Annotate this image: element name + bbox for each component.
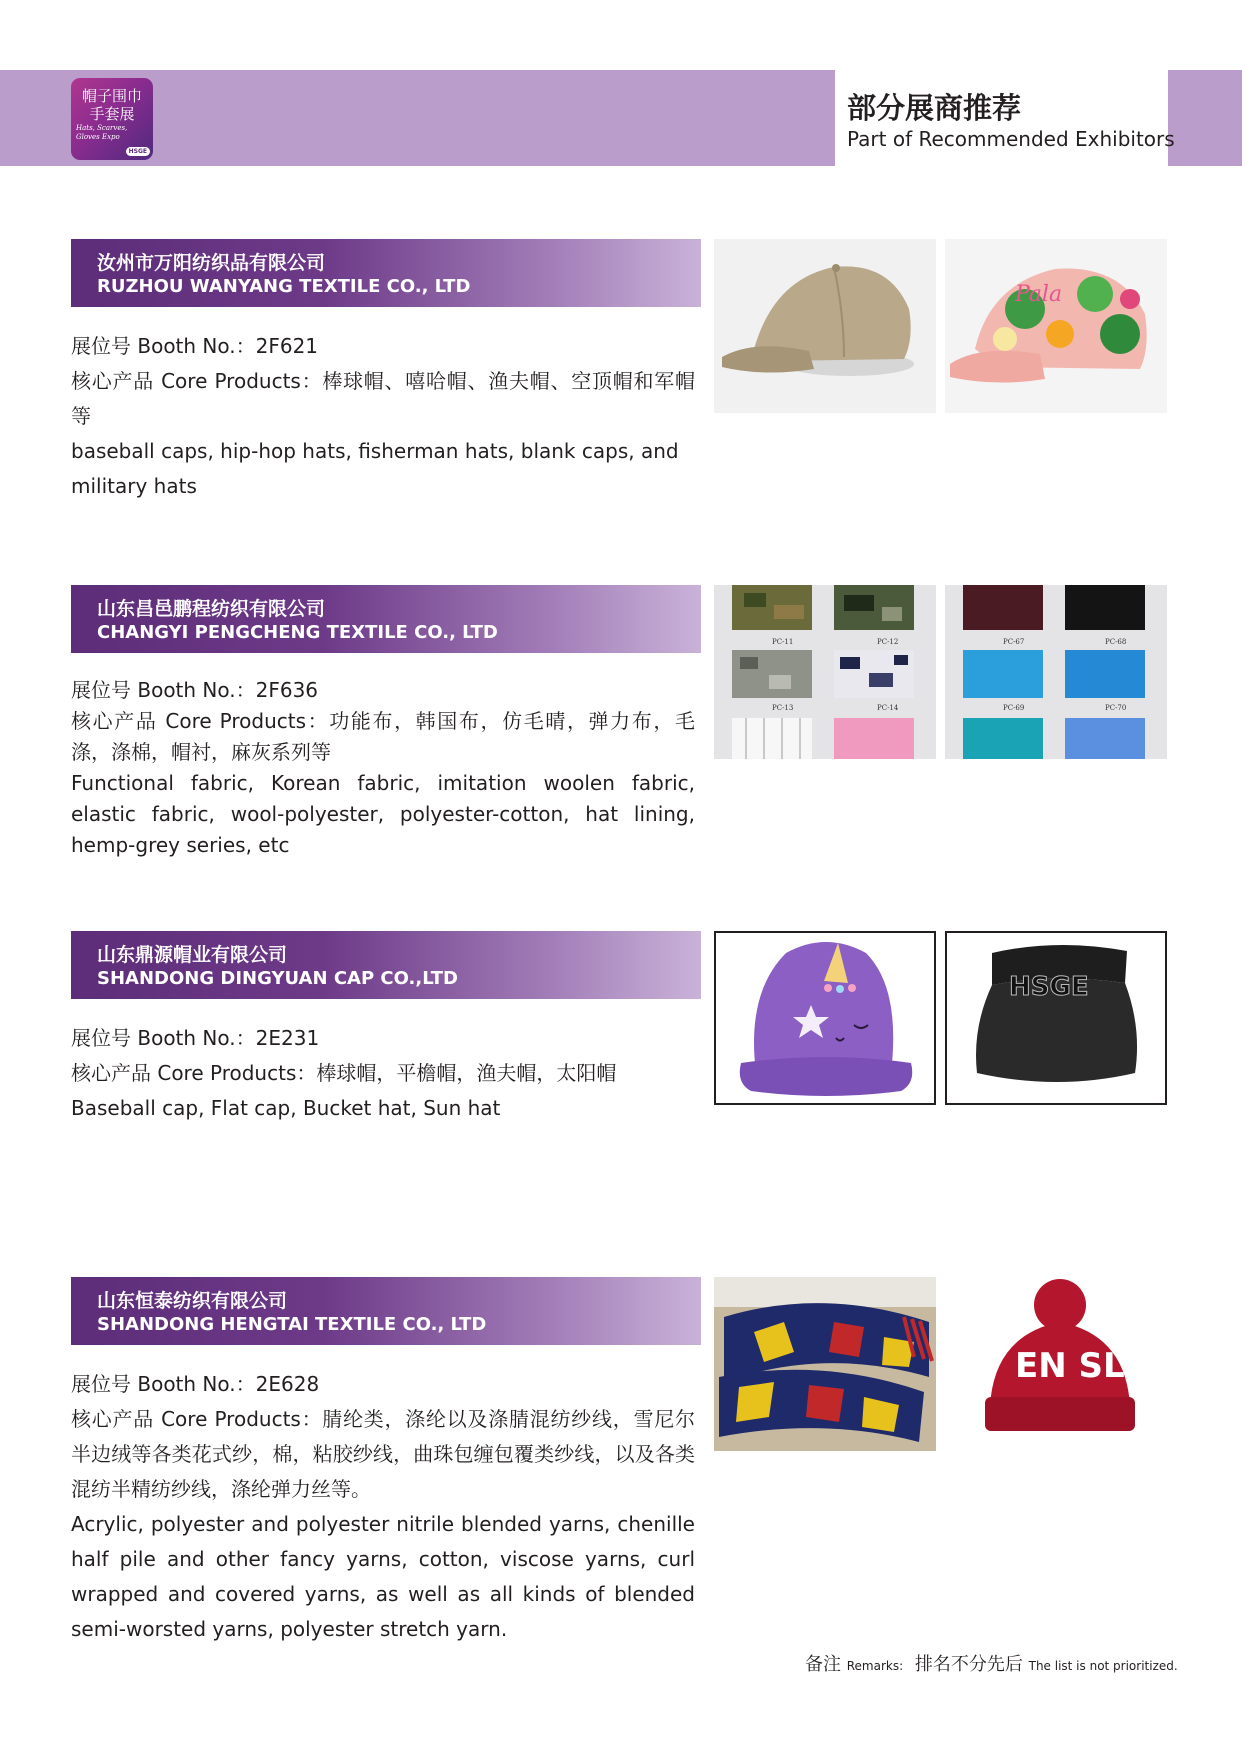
exhibitor-1-booth: 展位号 Booth No.：2F621 <box>71 334 319 358</box>
colored-fabric-swatches-photo <box>945 585 1167 759</box>
swatch-label-pc-69: PC-69 <box>1003 704 1025 712</box>
remarks-text-en: The list is not prioritized. <box>1028 1659 1178 1673</box>
remarks-text-cn: 排名不分先后 <box>914 1654 1023 1675</box>
exhibitor-3-booth: 展位号 Booth No.：2E231 <box>71 1026 320 1050</box>
svg-text:EN SL: EN SL <box>1015 1346 1125 1386</box>
remarks-label-en: Remarks: <box>846 1659 904 1673</box>
remarks-label-cn: 备注 <box>805 1654 841 1675</box>
header-band-right <box>1168 70 1242 166</box>
exhibitor-1-details <box>71 329 695 504</box>
swatch-label-pc-11: PC-11 <box>772 638 794 646</box>
exhibitor-4-name-en: SHANDONG HENGTAI TEXTILE CO., LTD <box>97 1314 487 1335</box>
expo-logo <box>71 78 153 160</box>
purple-bucket-hat-photo <box>714 931 936 1105</box>
exhibitor-2-name-cn: 山东昌邑鹏程纺织有限公司 <box>97 598 326 620</box>
swatch-label-pc-14: PC-14 <box>877 704 899 712</box>
swatch-label-pc-12: PC-12 <box>877 638 899 646</box>
exhibitor-3-name-en: SHANDONG DINGYUAN CAP CO.,LTD <box>97 968 458 989</box>
remarks <box>805 1650 1178 1676</box>
exhibitor-4-booth: 展位号 Booth No.：2E628 <box>71 1372 320 1396</box>
exhibitor-2-details <box>71 675 695 861</box>
swatch-label-pc-13: PC-13 <box>772 704 794 712</box>
exhibitor-3-products-en: Baseball cap, Flat cap, Bucket hat, Sun hat <box>71 1096 501 1120</box>
exhibitor-3-name-cn: 山东鼎源帽业有限公司 <box>97 944 288 966</box>
exhibitor-3-products-cn: 核心产品 Core Products：棒球帽，平檐帽，渔夫帽，太阳帽 <box>71 1061 617 1085</box>
logo-badge: HSGE <box>126 147 150 156</box>
khaki-baseball-cap-photo <box>714 239 936 413</box>
exhibitor-2-title-bar <box>71 585 701 653</box>
logo-text-cn: 帽子围巾手套展 <box>81 87 142 123</box>
svg-text:Pala: Pala <box>1015 282 1063 307</box>
exhibitor-4-title-bar <box>71 1277 701 1345</box>
page-title: 部分展商推荐 <box>847 91 1022 125</box>
exhibitor-1-name-en: RUZHOU WANYANG TEXTILE CO., LTD <box>97 276 471 297</box>
exhibitor-1-title-bar <box>71 239 701 307</box>
exhibitor-3-details <box>71 1021 695 1126</box>
exhibitor-2-products-en: Functional fabric, Korean fabric, imitation woolen fabric, elastic fabric, wool-polyester, polyester-cotton, hat lining, hemp-grey series, etc <box>71 771 695 857</box>
knitted-scarf-photo <box>714 1277 936 1451</box>
exhibitor-4-products-cn: 核心产品 Core Products：腈纶类，涤纶以及涤腈混纺纱线，雪尼尔半边绒等各类花式纱，棉，粘胶纱线，曲珠包缠包覆类纱线，以及各类混纺半精纺纱线，涤纶弹力丝等。 <box>71 1407 695 1501</box>
swatch-label-pc-68: PC-68 <box>1105 638 1127 646</box>
exhibitor-4-details <box>71 1367 695 1647</box>
exhibitor-2-name-en: CHANGYI PENGCHENG TEXTILE CO., LTD <box>97 622 498 643</box>
swatch-label-pc-67: PC-67 <box>1003 638 1025 646</box>
exhibitor-3-title-bar <box>71 931 701 999</box>
swatch-label-pc-70: PC-70 <box>1105 704 1127 712</box>
exhibitor-2-products-cn: 核心产品 Core Products：功能布，韩国布，仿毛晴，弹力布，毛涤，涤棉，帽衬，麻灰系列等 <box>71 709 695 764</box>
exhibitor-2-booth: 展位号 Booth No.：2F636 <box>71 678 319 702</box>
page-subtitle: Part of Recommended Exhibitors <box>847 127 1175 151</box>
svg-text:HSGE: HSGE <box>1009 972 1089 1002</box>
floral-baseball-cap-photo <box>945 239 1167 413</box>
exhibitor-1-products-en: baseball caps, hip-hop hats, fisherman hats, blank caps, and military hats <box>71 439 679 498</box>
logo-text-en: Hats, Scarves, Gloves Expo <box>76 124 128 141</box>
camouflage-fabric-swatches-photo <box>714 585 936 759</box>
exhibitor-1-products-cn: 核心产品 Core Products：棒球帽、嘻哈帽、渔夫帽、空顶帽和军帽等 <box>71 369 695 428</box>
exhibitor-1-name-cn: 汝州市万阳纺织品有限公司 <box>97 252 326 274</box>
exhibitor-4-name-cn: 山东恒泰纺织有限公司 <box>97 1290 288 1312</box>
exhibitor-4-products-en: Acrylic, polyester and polyester nitrile blended yarns, chenille half pile and other fancy yarns, cotton, viscose yarns, curl wrapped and covered yarns, as well as all kinds of blended semi-worsted yarns, polyester stretch yarn. <box>71 1512 695 1641</box>
black-visor-photo <box>945 931 1167 1105</box>
red-beanie-photo <box>945 1277 1167 1451</box>
